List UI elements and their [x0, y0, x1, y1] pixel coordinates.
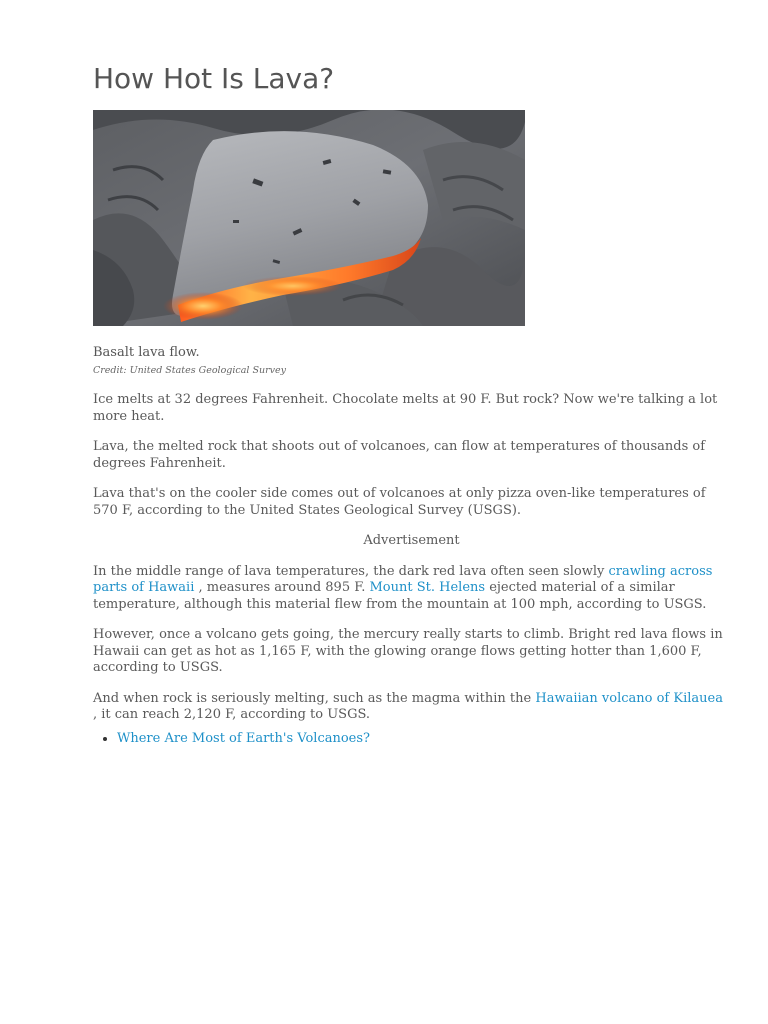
paragraph-3: Lava that's on the cooler side comes out of volcanoes at only pizza oven-like temperatures of 570 F, according to the United States Geological Survey (USGS). — [93, 486, 706, 518]
related-links-list — [93, 730, 730, 747]
lava-flow-photo — [93, 110, 525, 326]
image-credit: Credit: United States Geological Survey — [93, 365, 286, 376]
link-mount-st-helens[interactable]: Mount St. Helens — [369, 580, 486, 595]
paragraph-4 — [93, 564, 730, 614]
paragraph-6-text-2: , it can reach 2,120 F, according to USGS. — [93, 707, 371, 722]
paragraph-4-text-1: In the middle range of lava temperatures, the dark red lava often seen slowly — [93, 563, 609, 579]
paragraph-1: Ice melts at 32 degrees Fahrenheit. Chocolate melts at 90 F. But rock? Now we're talking a lot more heat. — [93, 392, 718, 424]
link-crawling-across-hawaii[interactable]: crawling across parts of Hawaii — [93, 563, 713, 595]
page-title: How Hot Is Lava? — [93, 62, 335, 95]
image-caption: Basalt lava flow. — [93, 345, 200, 360]
paragraph-6-text-1: And when rock is seriously melting, such as the magma within the — [93, 690, 536, 706]
paragraph-5: However, once a volcano gets going, the mercury really starts to climb. Bright red lava flows in Hawaii can get as hot as 1,165 F, with the glowing orange flows getting hotter than 1,600 F, according to USGS. — [93, 627, 723, 675]
link-kilauea[interactable]: Hawaiian volcano of Kilauea — [535, 690, 723, 706]
related-link-volcanoes[interactable]: Where Are Most of Earth's Volcanoes? — [117, 730, 371, 746]
paragraph-4-text-3: ejected material of a similar temperature, although this material flew from the mountain at 100 mph, according to USGS. — [93, 580, 707, 612]
list-item — [117, 730, 730, 747]
advertisement-label: Advertisement — [363, 533, 460, 548]
paragraph-2: Lava, the melted rock that shoots out of volcanoes, can flow at temperatures of thousands of degrees Fahrenheit. — [93, 439, 706, 471]
paragraph-4-text-2: , measures around 895 F. — [194, 580, 370, 595]
paragraph-6 — [93, 691, 730, 724]
